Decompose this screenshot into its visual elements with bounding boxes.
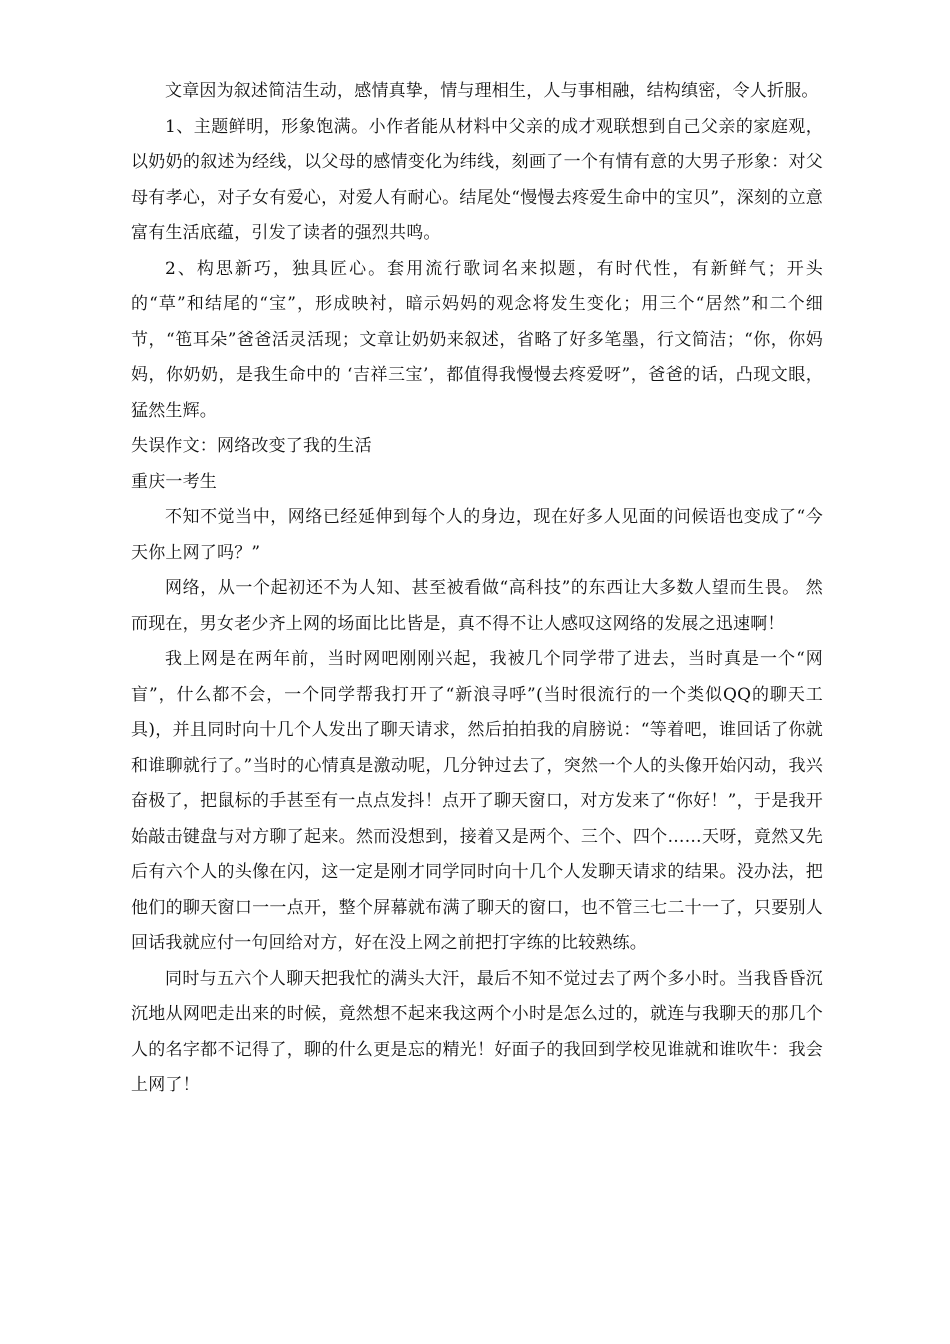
essay-paragraph-2: 网络，从一个起初还不为人知、甚至被看做“高科技”的东西让大多数人望而生畏。 然而现在，男女老少齐上网的场面比比皆是，真不得不让人感叹这网络的发展之迅速啊！ bbox=[131, 578, 823, 634]
essay-paragraph-4: 同时与五六个人聊天把我忙的满头大汗，最后不知不觉过去了两个多小时。当我昏昏沉沉地从网吧走出来的时候，竟然想不起来我这两个小时是怎么过的，就连与我聊天的那几个人的名字都不记得了，聊的什么更是忘的精光！好面子的我回到学校见谁就和谁吹牛：我会上网了！ bbox=[131, 968, 823, 1095]
paragraph-point-two: 2、构思新巧，独具匠心。套用流行歌词名来拟题，有时代性，有新鲜气；开头的“草”和结尾的“宝”，形成映衬，暗示妈妈的观念将发生变化；用三个“居然”和二个细节，“竾耳朵”爸爸活灵活现；文章让奶奶来叙述，省略了好多笔墨，行文简洁；“你，你妈妈，你奶奶，是我生命中的 ‘吉祥三宝’，都值得我慢慢去疼爱呀”，爸爸的话，凸现文眼，猛然生辉。 bbox=[131, 258, 823, 421]
essay-paragraph-1: 不知不觉当中，网络已经延伸到每个人的身边，现在好多人见面的问候语也变成了“今天你上网了吗？” bbox=[131, 507, 823, 563]
paragraph-point-one: 1、主题鲜明，形象饱满。小作者能从材料中父亲的成才观联想到自己父亲的家庭观，以奶奶的叙述为经线，以父母的感情变化为纬线，刻画了一个有情有意的大男子形象：对父母有孝心，对子女有爱心，对爱人有耐心。结尾处“慢慢去疼爱生命中的宝贝”，深刻的立意富有生活底蕴，引发了读者的强烈共鸣。 bbox=[131, 116, 823, 243]
essay-paragraph-3: 我上网是在两年前，当时网吧刚刚兴起，我被几个同学带了进去，当时真是一个“网盲”，什么都不会，一个同学帮我打开了“新浪寻呼”(当时很流行的一个类似QQ的聊天工具)，并且同时向十几个人发出了聊天请求，然后拍拍我的肩膀说：“等着吧，谁回话了你就和谁聊就行了。”当时的心情真是激动呢，几分钟过去了，突然一个人的头像开始闪动，我兴奋极了，把鼠标的手甚至有一点点发抖！点开了聊天窗口，对方发来了“你好！”，于是我开始敲击键盘与对方聊了起来。然而没想到，接着又是两个、三个、四个……天呀，竟然又先后有六个人的头像在闪，这一定是刚才同学同时向十几个人发聊天请求的结果。没办法，把他们的聊天窗口一一点开，整个屏幕就布满了聊天的窗口，也不管三七二十一了，只要别人回话我就应付一句回给对方，好在没上网之前把打字练的比较熟练。 bbox=[131, 649, 823, 953]
document-body bbox=[131, 74, 823, 1104]
essay-title: 失误作文：网络改变了我的生活 bbox=[131, 436, 372, 456]
paragraph-comment-summary: 文章因为叙述简洁生动，感情真挚，情与理相生，人与事相融，结构缜密，令人折服。 bbox=[165, 81, 819, 101]
essay-author: 重庆一考生 bbox=[131, 471, 217, 492]
